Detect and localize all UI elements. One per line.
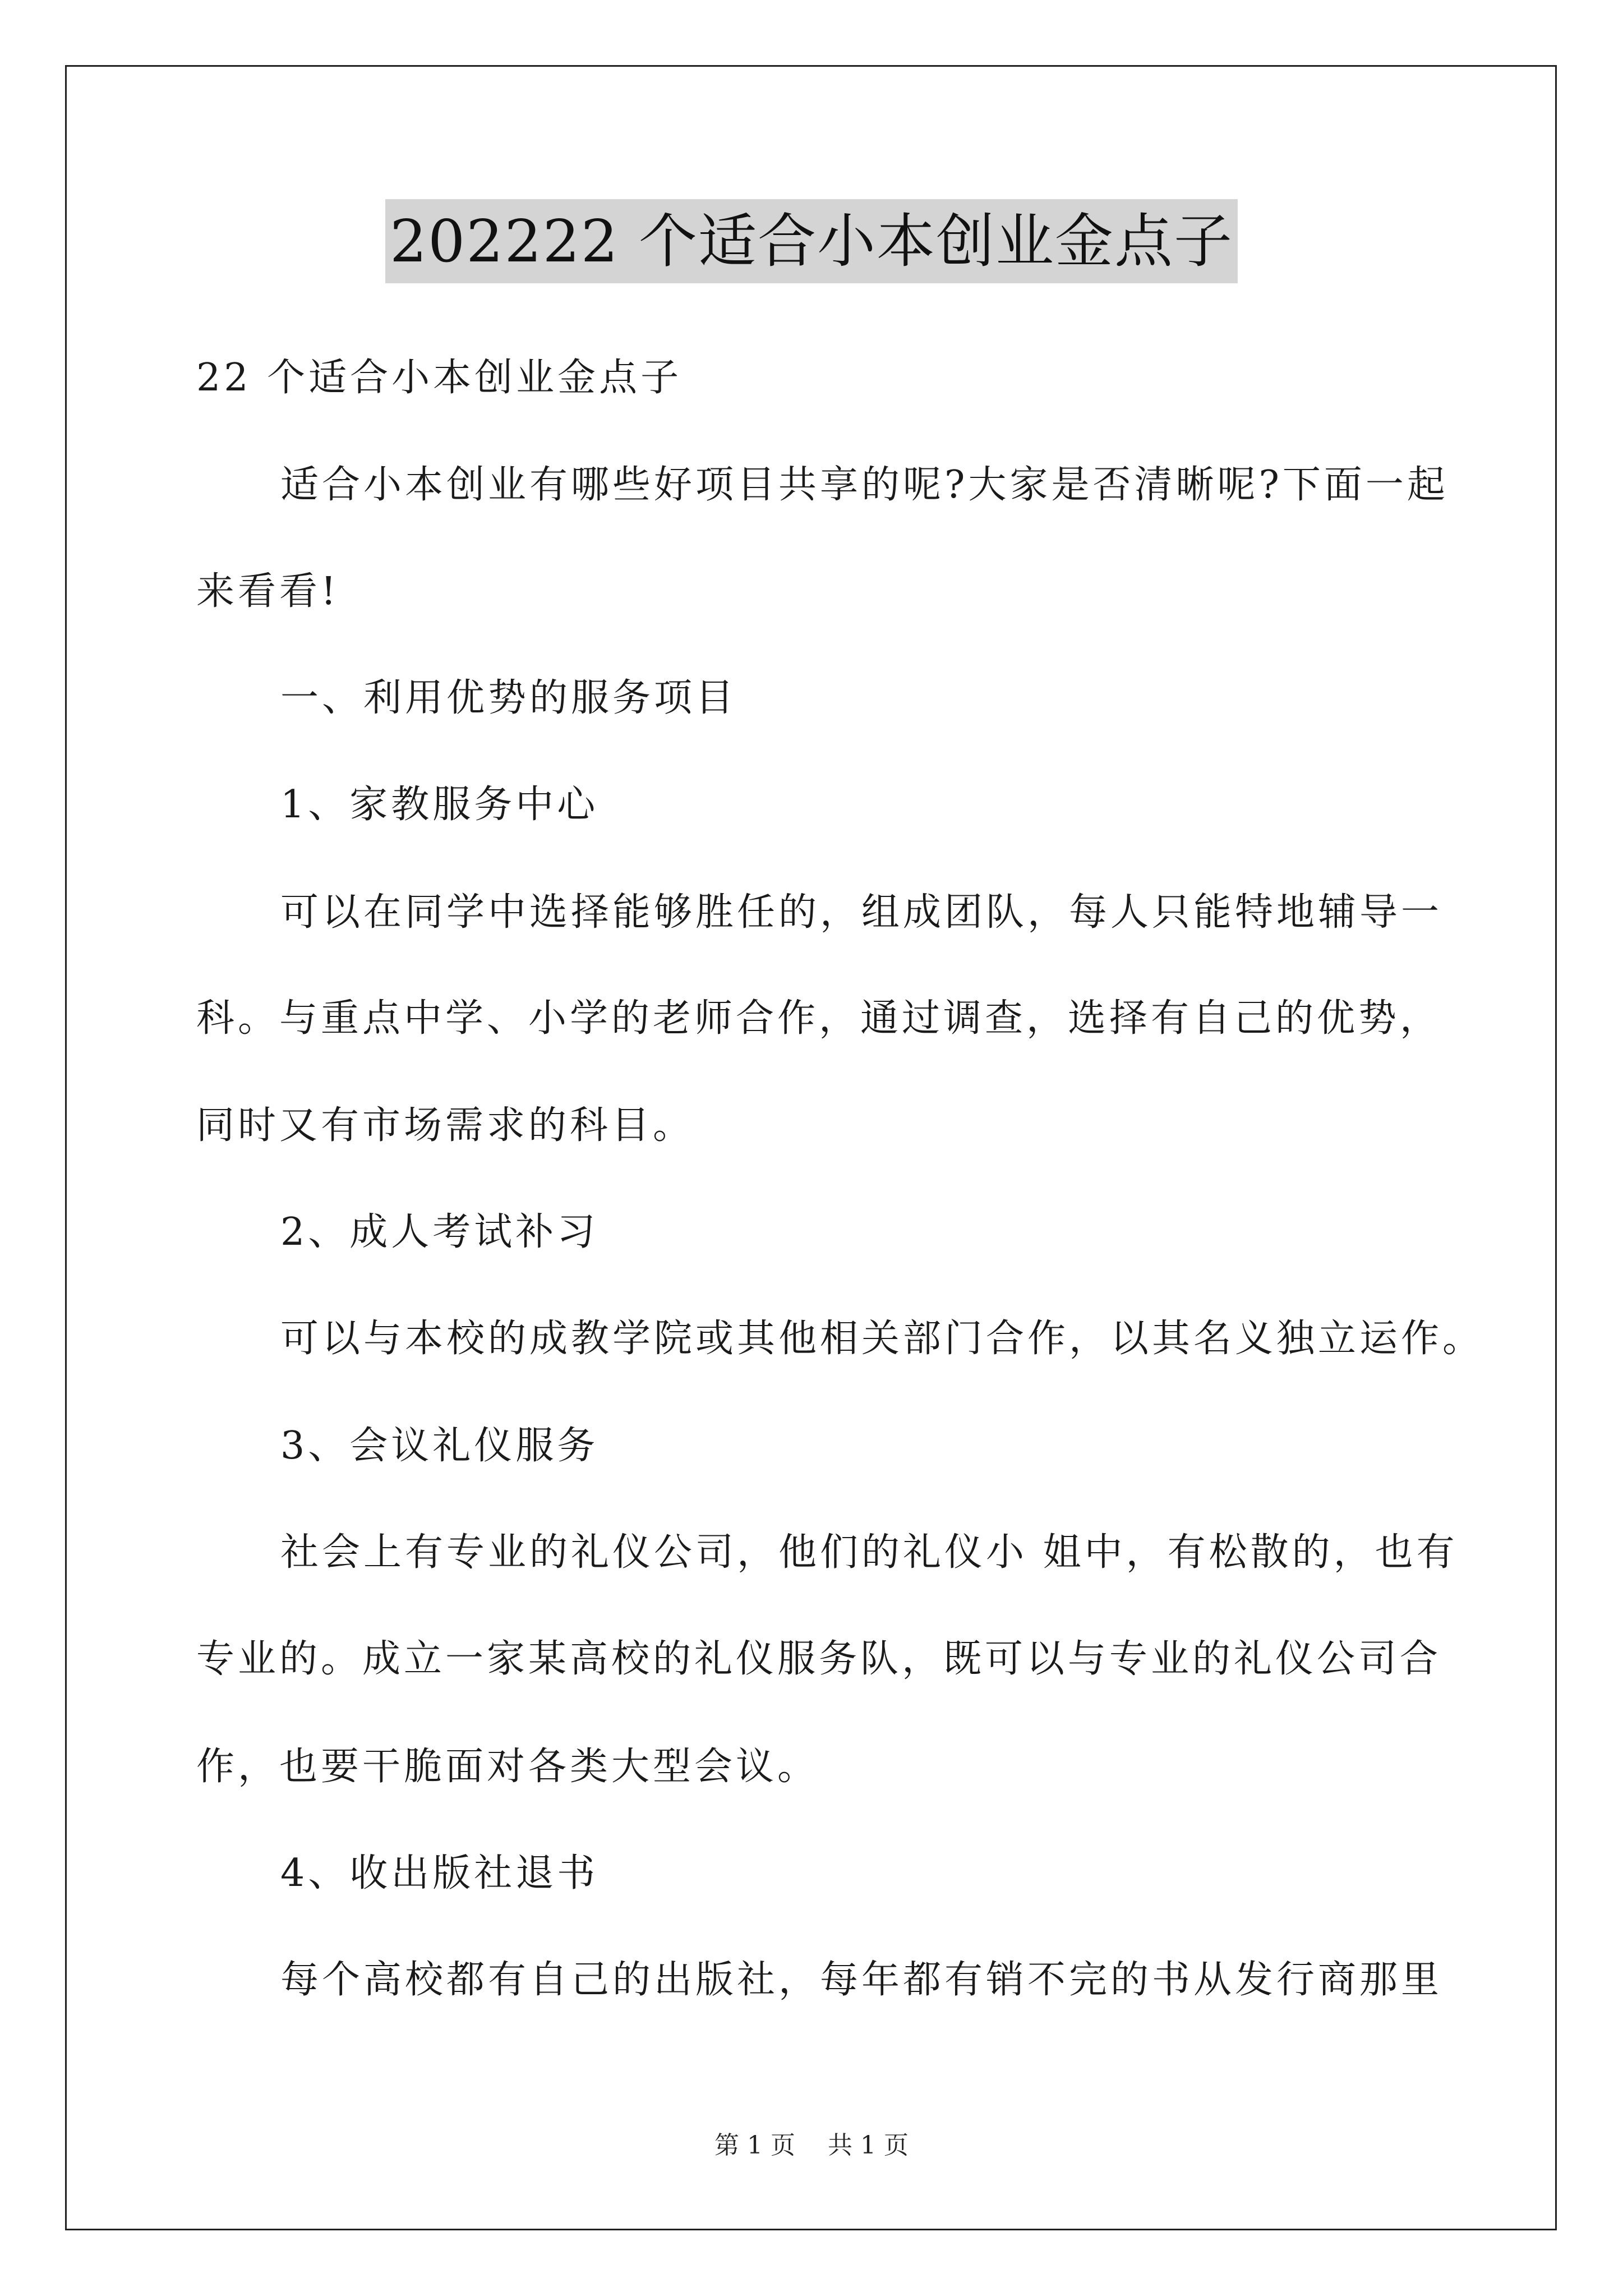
page-footer <box>0 2129 1623 2162</box>
paragraph-line: 同时又有市场需求的科目。 <box>196 1103 695 1148</box>
paragraph-line: 可以与本校的成教学院或其他相关部门合作，以其名义独立运作。 <box>280 1317 1484 1361</box>
paragraph-line: 专业的。成立一家某高校的礼仪服务队，既可以与专业的礼仪公司合 <box>196 1637 1442 1681</box>
subtitle-line: 22 个适合小本创业金点子 <box>196 356 683 400</box>
paragraph-line: 适合小本创业有哪些好项目共享的呢?大家是否清晰呢?下面一起 <box>280 463 1449 507</box>
paragraph-line: 可以在同学中选择能够胜任的，组成团队，每人只能特地辅导一 <box>280 890 1443 935</box>
item-heading: 1、家教服务中心 <box>280 783 599 827</box>
paragraph-line: 来看看! <box>196 569 340 614</box>
paragraph-line: 作，也要干脆面对各类大型会议。 <box>196 1745 819 1789</box>
page-number: 第 1 页 <box>714 2131 795 2160</box>
item-heading: 4、收出版社退书 <box>280 1851 599 1895</box>
item-heading: 3、会议礼仪服务 <box>280 1424 599 1468</box>
paragraph-line: 每个高校都有自己的出版社，每年都有销不完的书从发行商那里 <box>280 1958 1443 2002</box>
paragraph-line: 科。与重点中学、小学的老师合作，通过调查，选择有自己的优势， <box>196 996 1442 1041</box>
title-container <box>0 199 1623 283</box>
item-heading: 2、成人考试补习 <box>280 1210 599 1254</box>
page-total: 共 1 页 <box>828 2131 909 2160</box>
document-title: 202222 个适合小本创业金点子 <box>385 199 1238 283</box>
section-heading: 一、利用优势的服务项目 <box>280 676 737 720</box>
paragraph-line: 社会上有专业的礼仪公司，他们的礼仪小 姐中，有松散的，也有 <box>280 1530 1458 1575</box>
